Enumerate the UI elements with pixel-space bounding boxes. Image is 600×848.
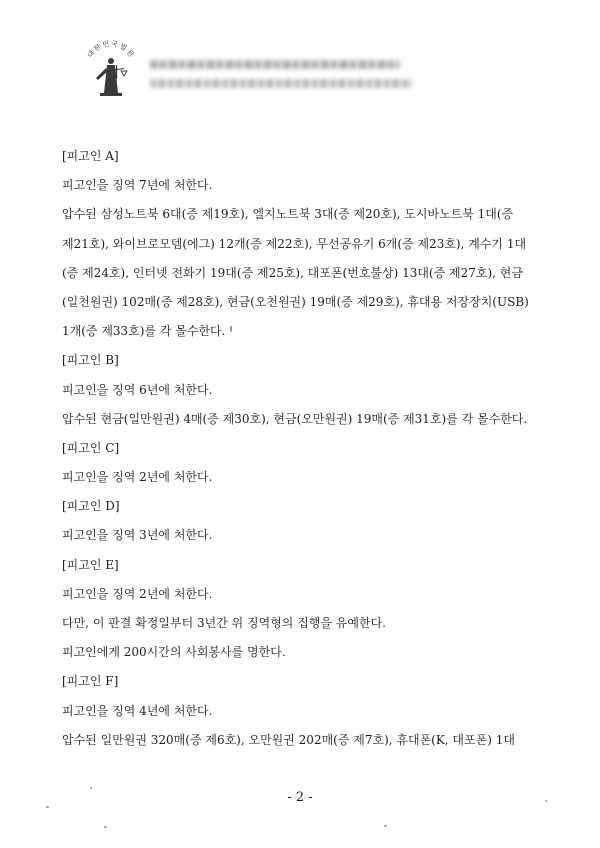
scan-speck bbox=[230, 326, 232, 332]
court-seal-logo bbox=[80, 38, 142, 100]
defendant-d-heading: [피고인 D] bbox=[62, 499, 120, 514]
redacted-header-line bbox=[150, 60, 400, 69]
defendant-e-heading: [피고인 E] bbox=[62, 557, 119, 572]
body-line: 피고인을 징역 6년에 처한다. bbox=[62, 382, 213, 397]
redacted-header-line bbox=[150, 79, 412, 88]
scan-speck bbox=[545, 800, 547, 802]
body-line: 피고인을 징역 4년에 처한다. bbox=[62, 703, 213, 718]
body-line: 피고인을 징역 3년에 처한다. bbox=[62, 528, 213, 543]
defendant-c-heading: [피고인 C] bbox=[62, 440, 120, 455]
page-number: - 2 - bbox=[287, 790, 313, 805]
body-line: 피고인을 징역 7년에 처한다. bbox=[62, 178, 213, 193]
body-line: 피고인에게 200시간의 사회봉사를 명한다. bbox=[62, 645, 286, 660]
body-line: 피고인을 징역 2년에 처한다. bbox=[62, 586, 213, 601]
body-line: 압수된 삼성노트북 6대(증 제19호), 엘지노트북 3대(증 제20호), 도시바노트북 1대(증 bbox=[62, 207, 514, 222]
body-line: 압수된 현금(일만원권) 4매(증 제30호), 현금(오만원권) 19매(증 제31호)를 각 몰수한다. bbox=[62, 411, 528, 426]
body-line: (일천원권) 102매(증 제28호), 현금(오천원권) 19매(증 제29호), 휴대용 저장장치(USB) bbox=[62, 294, 529, 309]
scan-speck bbox=[90, 787, 92, 789]
body-line: 제21호), 와이브로모뎀(에그) 12개(증 제22호), 무선공유기 6개(증 제23호), 계수기 1대 bbox=[62, 236, 527, 251]
seal-text: 대한민국법원 bbox=[86, 39, 136, 60]
defendant-a-heading: [피고인 A] bbox=[62, 149, 119, 163]
judgment-body bbox=[62, 142, 542, 755]
body-line: 피고인을 징역 2년에 처한다. bbox=[62, 470, 213, 485]
body-line: 다만, 이 판결 확정일부터 3년간 위 징역형의 집행을 유예한다. bbox=[62, 616, 386, 630]
court-justice-statue-icon bbox=[96, 58, 127, 96]
body-line: 1개(증 제33호)를 각 몰수한다. bbox=[62, 324, 226, 339]
defendant-b-heading: [피고인 B] bbox=[62, 353, 119, 368]
defendant-f-heading: [피고인 F] bbox=[62, 674, 119, 689]
scan-speck bbox=[46, 806, 49, 808]
body-line: (증 제24호), 인터넷 전화기 19대(증 제25호), 대포폰(번호불상) 13대(증 제27호), 현금 bbox=[62, 265, 523, 280]
svg-text:대한민국법원 bbox=[85, 39, 137, 60]
body-line: 압수된 일만원권 320매(증 제6호), 오만원권 202매(증 제7호), 휴대폰(K, 대포폰) 1대 bbox=[62, 732, 515, 747]
scan-speck bbox=[384, 825, 387, 827]
scan-speck bbox=[104, 826, 107, 828]
